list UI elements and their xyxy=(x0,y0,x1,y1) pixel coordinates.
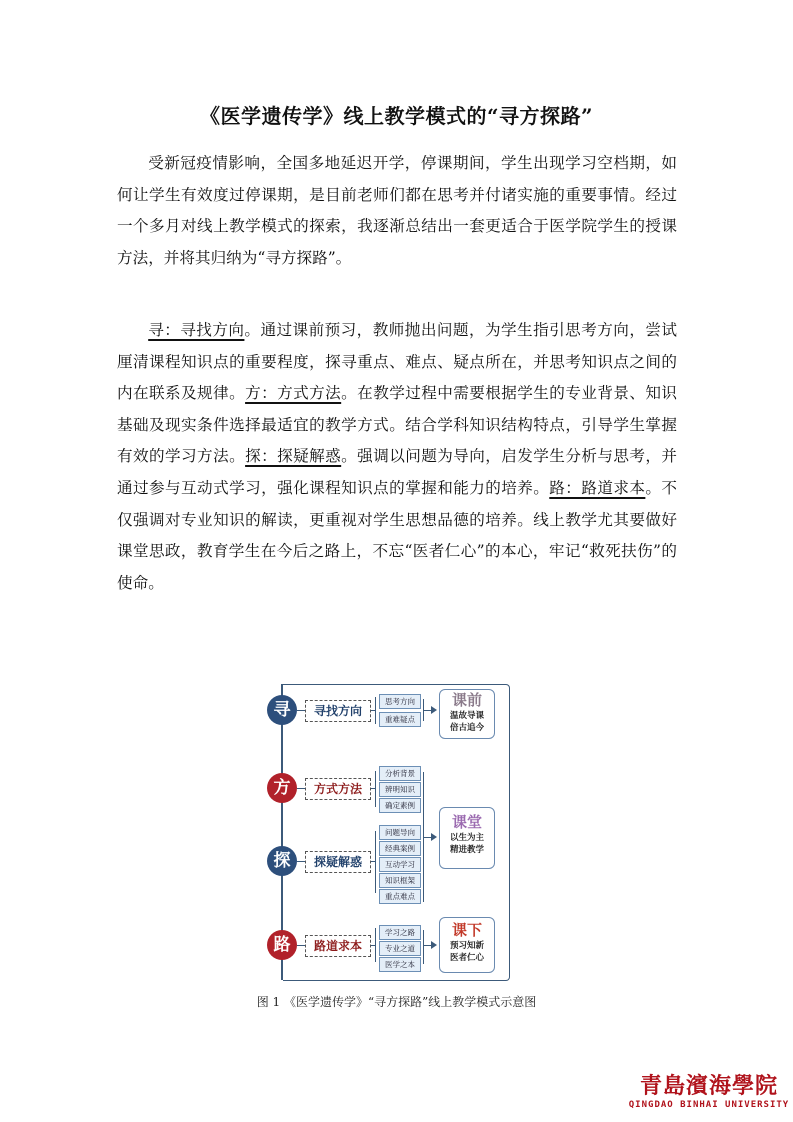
circle-xun: 寻 xyxy=(267,695,297,725)
panel-line: 以生为主 xyxy=(449,833,484,843)
page-title: 《医学遗传学》线上教学模式的“寻方探路” xyxy=(199,104,593,128)
bracket-1 xyxy=(375,697,376,724)
intro-paragraph: 受新冠疫情影响，全国多地延迟开学，停课期间，学生出现学习空档期，如何让学生有效度过停课期，是目前老师们都在思考并付诸实施的重要事情。经过一个多月对线上教学模式的探索，我逐渐总结出一套更适合于医学院学生的授课方法，并将其归纳为“寻方探路”。 xyxy=(117,154,677,267)
rlink-4 xyxy=(423,945,431,946)
circle-tan: 探 xyxy=(267,846,297,876)
circle-fang: 方 xyxy=(267,773,297,803)
panel-line: 温故导课 xyxy=(449,711,484,721)
panel-line: 精进教学 xyxy=(449,845,484,855)
text-method: 。在教学过程中需要根据学生的专业背景、知识基础及现实条件选择最适宜的教学方式。结合学科知识结构特点，引导学生掌握有效的学习方法。 xyxy=(117,384,677,466)
text-explore: 。强调以问题为导向，启发学生分析与思考，并通过参与互动式学习，强化课程知识点的掌握和能力的培养。 xyxy=(117,447,677,497)
highlight-path: 路：路道求本 xyxy=(549,478,646,497)
connector-1 xyxy=(297,710,305,711)
sub-item: 医学之本 xyxy=(379,957,421,972)
sub-item: 经典案例 xyxy=(379,841,421,856)
sub-item: 学习之路 xyxy=(379,925,421,940)
logo-chinese-name: 青島濱海學院 xyxy=(639,1073,778,1099)
bracket-4 xyxy=(375,928,376,962)
sub-item: 专业之道 xyxy=(379,941,421,956)
box-seek-direction: 寻找方向 xyxy=(305,700,371,722)
box-explore: 探疑解惑 xyxy=(305,851,371,873)
box-methods: 方式方法 xyxy=(305,778,371,800)
sub-item: 重难疑点 xyxy=(379,712,421,727)
panel-heading: 课前 xyxy=(451,691,482,709)
connector-2 xyxy=(297,788,305,789)
rlink-2 xyxy=(423,837,431,838)
rlink-1 xyxy=(423,710,431,711)
connector-4 xyxy=(297,945,305,946)
panel-line: 预习知新 xyxy=(449,941,484,951)
sub-item: 重点难点 xyxy=(379,889,421,904)
sub-item: 分析背景 xyxy=(379,766,421,781)
sub-item: 思考方向 xyxy=(379,694,421,709)
sub-item: 辨明知识 xyxy=(379,782,421,797)
sub-item: 问题导向 xyxy=(379,825,421,840)
panel-in-class xyxy=(439,807,495,869)
university-logo xyxy=(628,1073,790,1111)
box-path: 路道求本 xyxy=(305,935,371,957)
teaching-model-diagram xyxy=(265,683,517,985)
panel-after-class xyxy=(439,917,495,973)
text-seek: 。通过课前预习，教师抛出问题，为学生指引思考方向，尝试厘清课程知识点的重要程度，探寻重点、难点、疑点所在，并思考知识点之间的内在联系及规律。 xyxy=(117,321,677,403)
highlight-explore: 探：探疑解惑 xyxy=(245,447,342,466)
sub-item: 确定素例 xyxy=(379,798,421,813)
highlight-method: 方：方式方法 xyxy=(245,384,342,403)
panel-line: 医者仁心 xyxy=(449,953,484,963)
panel-heading: 课堂 xyxy=(451,813,482,831)
circle-lu: 路 xyxy=(267,930,297,960)
arrow-right-icon xyxy=(431,941,437,949)
figure-caption: 图 1 《医学遗传学》“寻方探路”线上教学模式示意图 xyxy=(256,995,537,1009)
panel-before-class xyxy=(439,689,495,739)
logo-english-name: QINGDAO BINHAI UNIVERSITY xyxy=(628,1100,790,1110)
arrow-right-icon xyxy=(431,833,437,841)
text-path: 。不仅强调对专业知识的解读，更重视对学生思想品德的培养。线上教学尤其要做好课堂思政，教育学生在今后之路上，不忘“医者仁心”的本心，牢记“救死扶伤”的使命。 xyxy=(117,478,677,592)
arrow-right-icon xyxy=(431,706,437,714)
panel-line: 倍古追今 xyxy=(449,723,484,733)
sub-item: 互动学习 xyxy=(379,857,421,872)
sub-item: 知识框架 xyxy=(379,873,421,888)
bracket-3 xyxy=(375,831,376,893)
highlight-seek: 寻：寻找方向 xyxy=(148,321,245,339)
rbracket-4 xyxy=(423,930,424,964)
panel-heading: 课下 xyxy=(451,921,482,939)
bracket-2 xyxy=(375,771,376,807)
connector-3 xyxy=(297,861,305,862)
method-paragraph xyxy=(117,315,677,599)
